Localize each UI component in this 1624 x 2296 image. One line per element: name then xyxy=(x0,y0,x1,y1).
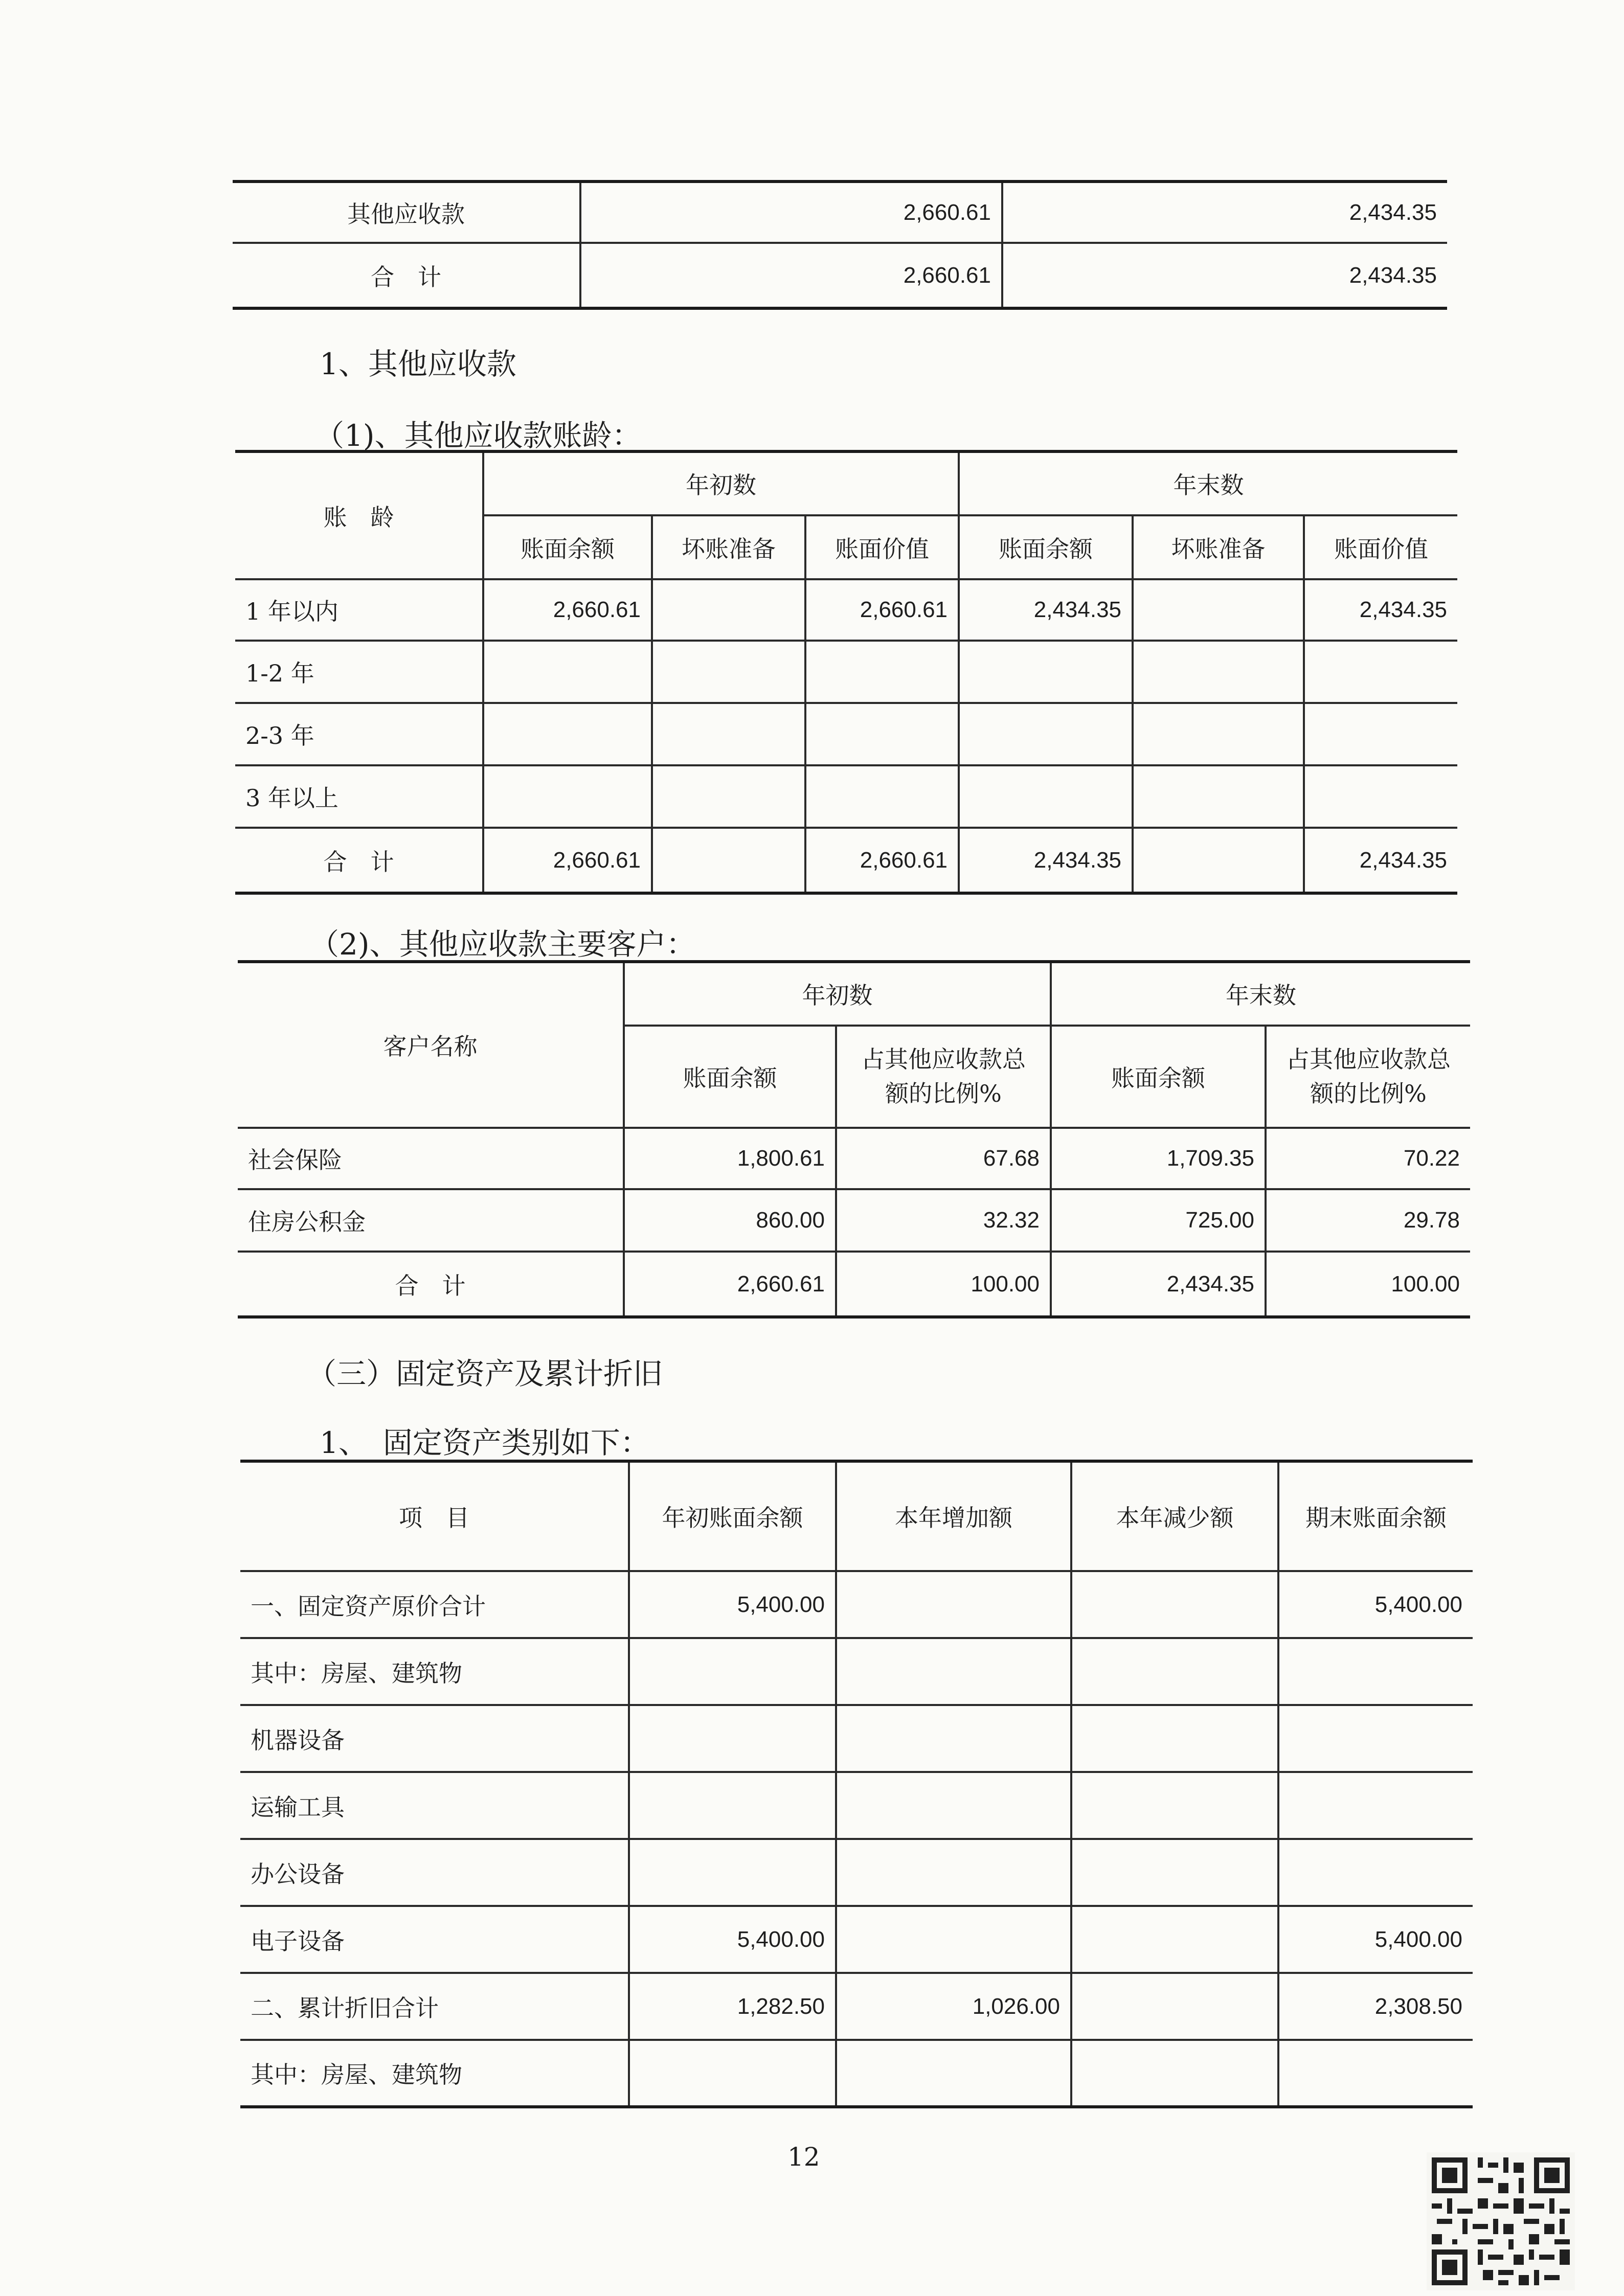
cell-value: 725.00 xyxy=(1051,1189,1266,1252)
cell-value xyxy=(1304,703,1457,765)
cell-value xyxy=(1133,703,1304,765)
cell-value: 2,660.61 xyxy=(805,828,959,893)
cell-value: 2,434.35 xyxy=(959,828,1133,893)
column-header: 项 目 xyxy=(240,1461,629,1571)
cell-value: 2,660.61 xyxy=(805,579,959,641)
cell-value xyxy=(1071,1839,1278,1906)
cell-value: 2,434.35 xyxy=(959,579,1133,641)
table-row xyxy=(235,579,1457,641)
table-row xyxy=(240,1906,1473,1973)
column-header xyxy=(836,1026,1051,1128)
row-label: 电子设备 xyxy=(240,1906,629,1973)
cell-value xyxy=(1278,2040,1473,2107)
cell-value xyxy=(629,1638,836,1705)
header-row xyxy=(235,451,1457,515)
cell-value xyxy=(836,2040,1071,2107)
cell-value xyxy=(652,641,805,703)
cell-value: 2,660.61 xyxy=(624,1252,836,1317)
cell-value xyxy=(652,579,805,641)
cell-value: 5,400.00 xyxy=(629,1571,836,1638)
table-row xyxy=(240,1839,1473,1906)
group-header: 年末数 xyxy=(1051,962,1470,1026)
column-header: 本年减少额 xyxy=(1071,1461,1278,1571)
cell-value: 29.78 xyxy=(1266,1189,1470,1252)
cell-value xyxy=(1071,1772,1278,1839)
cell-value xyxy=(483,641,652,703)
column-header: 坏账准备 xyxy=(1133,515,1304,579)
cell-value xyxy=(1304,641,1457,703)
cell-value xyxy=(1071,1638,1278,1705)
column-header: 本年增加额 xyxy=(836,1461,1071,1571)
cell-value: 2,660.61 xyxy=(580,181,1002,243)
cell-value xyxy=(483,703,652,765)
cell-value: 1,709.35 xyxy=(1051,1128,1266,1189)
cell-value xyxy=(836,1772,1071,1839)
cell-value: 2,434.35 xyxy=(1051,1252,1266,1317)
table-row xyxy=(238,1128,1470,1189)
row-label: 机器设备 xyxy=(240,1705,629,1772)
table-row xyxy=(235,703,1457,765)
cell-value: 1,282.50 xyxy=(629,1973,836,2040)
cell-value xyxy=(1071,2040,1278,2107)
cell-value: 5,400.00 xyxy=(1278,1571,1473,1638)
row-label: 其中：房屋、建筑物 xyxy=(240,1638,629,1705)
aging-table xyxy=(235,450,1457,895)
cell-value: 2,434.35 xyxy=(1304,828,1457,893)
row-label: 其中：房屋、建筑物 xyxy=(240,2040,629,2107)
cell-value xyxy=(805,641,959,703)
cell-value: 1,800.61 xyxy=(624,1128,836,1189)
cell-value xyxy=(805,765,959,828)
cell-value xyxy=(1278,1772,1473,1839)
cell-value: 5,400.00 xyxy=(1278,1906,1473,1973)
row-label: 合 计 xyxy=(235,828,483,893)
cell-value: 100.00 xyxy=(836,1252,1051,1317)
table-row xyxy=(235,641,1457,703)
cell-value xyxy=(1278,1638,1473,1705)
column-header: 账面余额 xyxy=(483,515,652,579)
column-header: 坏账准备 xyxy=(652,515,805,579)
group-header: 年初数 xyxy=(624,962,1051,1026)
table-row xyxy=(238,1252,1470,1317)
header-line: 占其他应收款总 xyxy=(1286,1045,1451,1074)
column-header: 账面余额 xyxy=(959,515,1133,579)
cell-value xyxy=(836,1571,1071,1638)
qr-code-icon xyxy=(1427,2152,1575,2290)
cell-value xyxy=(959,765,1133,828)
section-heading: 1、 固定资产类别如下： xyxy=(320,1425,650,1460)
header-line: 额的比例% xyxy=(1310,1080,1427,1107)
row-label: 办公设备 xyxy=(240,1839,629,1906)
column-header: 账面价值 xyxy=(1304,515,1457,579)
cell-value: 70.22 xyxy=(1266,1128,1470,1189)
column-header: 客户名称 xyxy=(238,962,624,1128)
column-header: 账面价值 xyxy=(805,515,959,579)
cell-value: 5,400.00 xyxy=(629,1906,836,1973)
cell-value xyxy=(1071,1973,1278,2040)
row-label: 其他应收款 xyxy=(233,181,580,243)
cell-value: 100.00 xyxy=(1266,1252,1470,1317)
cell-value xyxy=(805,703,959,765)
page-number: 12 xyxy=(787,2142,820,2172)
cell-value xyxy=(1133,579,1304,641)
cell-value xyxy=(1278,1705,1473,1772)
cell-value xyxy=(629,1705,836,1772)
fixed-asset-table xyxy=(240,1460,1473,2108)
header-line: 占其他应收款总 xyxy=(861,1045,1026,1074)
row-label: 1 年以内 xyxy=(235,579,483,641)
section-heading: （三）固定资产及累计折旧 xyxy=(307,1356,663,1391)
table-row xyxy=(233,181,1447,243)
table-row xyxy=(238,1189,1470,1252)
cell-value xyxy=(629,1772,836,1839)
group-header: 年初数 xyxy=(483,451,959,515)
table-row xyxy=(240,1705,1473,1772)
table-row xyxy=(240,1571,1473,1638)
row-label: 合 计 xyxy=(233,243,580,308)
header-row xyxy=(240,1461,1473,1571)
cell-value xyxy=(1133,828,1304,893)
column-header: 账面余额 xyxy=(624,1026,836,1128)
cell-value xyxy=(836,1705,1071,1772)
section-heading: 1、其他应收款 xyxy=(320,347,516,381)
cell-value: 2,660.61 xyxy=(483,579,652,641)
column-header: 账面余额 xyxy=(1051,1026,1266,1128)
row-label: 运输工具 xyxy=(240,1772,629,1839)
cell-value xyxy=(483,765,652,828)
column-header xyxy=(1266,1026,1470,1128)
column-header: 账 龄 xyxy=(235,451,483,579)
cell-value xyxy=(652,703,805,765)
cell-value xyxy=(1133,641,1304,703)
cell-value xyxy=(1304,765,1457,828)
section-heading: （1)、其他应收款账龄： xyxy=(314,418,642,453)
table-row xyxy=(240,1973,1473,2040)
column-header: 年初账面余额 xyxy=(629,1461,836,1571)
cell-value: 2,434.35 xyxy=(1002,243,1447,308)
cell-value xyxy=(1278,1839,1473,1906)
cell-value xyxy=(1071,1906,1278,1973)
row-label: 合 计 xyxy=(238,1252,624,1317)
row-label: 2-3 年 xyxy=(235,703,483,765)
cell-value: 2,308.50 xyxy=(1278,1973,1473,2040)
cell-value xyxy=(1071,1705,1278,1772)
cell-value: 1,026.00 xyxy=(836,1973,1071,2040)
cell-value xyxy=(652,765,805,828)
group-header: 年末数 xyxy=(959,451,1457,515)
cell-value xyxy=(836,1839,1071,1906)
cell-value: 67.68 xyxy=(836,1128,1051,1189)
cell-value: 2,660.61 xyxy=(580,243,1002,308)
customer-table xyxy=(238,960,1470,1319)
cell-value xyxy=(1133,765,1304,828)
column-header: 期末账面余额 xyxy=(1278,1461,1473,1571)
cell-value xyxy=(652,828,805,893)
table-row xyxy=(240,1638,1473,1705)
cell-value: 2,660.61 xyxy=(483,828,652,893)
cell-value: 32.32 xyxy=(836,1189,1051,1252)
summary-table xyxy=(233,180,1447,310)
cell-value xyxy=(629,1839,836,1906)
table-row xyxy=(240,1772,1473,1839)
cell-value xyxy=(959,641,1133,703)
cell-value: 860.00 xyxy=(624,1189,836,1252)
cell-value xyxy=(836,1638,1071,1705)
header-line: 额的比例% xyxy=(885,1080,1002,1107)
row-label: 社会保险 xyxy=(238,1128,624,1189)
cell-value: 2,434.35 xyxy=(1002,181,1447,243)
row-label: 1-2 年 xyxy=(235,641,483,703)
table-row xyxy=(235,765,1457,828)
table-row xyxy=(233,243,1447,308)
cell-value xyxy=(1071,1571,1278,1638)
header-row xyxy=(238,962,1470,1026)
table-row xyxy=(240,2040,1473,2107)
cell-value: 2,434.35 xyxy=(1304,579,1457,641)
row-label: 二、累计折旧合计 xyxy=(240,1973,629,2040)
cell-value xyxy=(836,1906,1071,1973)
row-label: 3 年以上 xyxy=(235,765,483,828)
cell-value xyxy=(959,703,1133,765)
section-heading: （2)、其他应收款主要客户： xyxy=(309,927,696,962)
cell-value xyxy=(629,2040,836,2107)
row-label: 一、固定资产原价合计 xyxy=(240,1571,629,1638)
row-label: 住房公积金 xyxy=(238,1189,624,1252)
table-row xyxy=(235,828,1457,893)
